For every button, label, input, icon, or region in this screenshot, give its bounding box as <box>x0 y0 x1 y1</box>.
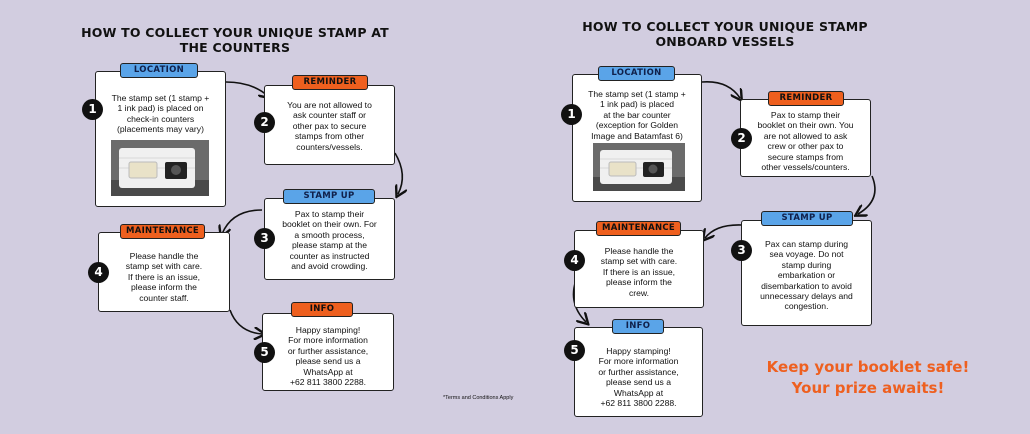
left-title-line-1: HOW TO COLLECT YOUR UNIQUE STAMP AT <box>81 25 389 40</box>
text-line: counter staff. <box>139 292 189 303</box>
left-step-1-tag: LOCATION <box>120 63 198 78</box>
arrow-left-1-2 <box>226 82 268 96</box>
left-step-2-tag: REMINDER <box>292 75 368 90</box>
arrow-left-4-5 <box>230 310 262 334</box>
right-step-4-number: 4 <box>564 250 585 271</box>
text-line: If there is an issue, <box>602 266 676 277</box>
text-line: WhatsApp at <box>303 366 353 377</box>
arrow-right-2-3 <box>858 176 875 214</box>
right-step-5-tag: INFO <box>612 319 664 334</box>
right-step-1-tag: LOCATION <box>598 66 675 81</box>
text-line: and avoid crowding. <box>291 261 368 272</box>
text-line: disembarkation to avoid <box>761 280 852 291</box>
left-step-4-card <box>98 232 230 312</box>
text-line: please inform the <box>131 282 197 293</box>
right-step-4-tag: MAINTENANCE <box>596 221 681 236</box>
left-step-3-tag: STAMP UP <box>283 189 375 204</box>
text-line: +62 811 3800 2288. <box>289 377 367 388</box>
text-line: stamp set with care. <box>125 261 203 272</box>
text-line: counters/vessels. <box>296 141 363 152</box>
right-step-2-number: 2 <box>731 128 752 149</box>
stamp-set-photo <box>593 143 685 191</box>
left-title-line-2: THE COUNTERS <box>179 40 291 55</box>
text-line: Image and Batamfast 6) <box>591 130 683 141</box>
left-step-5-tag: INFO <box>291 302 353 317</box>
left-step-5-number: 5 <box>254 342 275 363</box>
text-line: counter as instructed <box>289 250 370 261</box>
text-line: Pax to stamp their <box>770 110 841 120</box>
text-line: ask counter staff or <box>293 110 366 121</box>
right-step-3-card <box>741 220 872 326</box>
text-line: stamp set with care. <box>600 256 678 267</box>
text-line: stamps from other <box>294 131 365 142</box>
text-line: please send us a <box>295 356 361 367</box>
text-line: sea voyage. Do not <box>769 249 844 260</box>
text-line: The stamp set (1 stamp + <box>588 89 686 99</box>
text-line: a smooth process, <box>294 229 365 240</box>
right-step-2-tag: REMINDER <box>768 91 844 106</box>
text-line: Pax can stamp during <box>764 239 849 249</box>
text-line: WhatsApp at <box>613 387 664 398</box>
text-line: at the bar counter <box>603 109 671 120</box>
text-line: crew. <box>628 287 650 298</box>
text-line: booklet on their own. You <box>757 120 854 131</box>
right-step-4-card <box>574 230 704 308</box>
text-line: Happy stamping! <box>606 346 671 356</box>
right-title-line-1: HOW TO COLLECT YOUR UNIQUE STAMP <box>582 19 868 34</box>
terms-note: *Terms and Conditions Apply <box>443 395 514 401</box>
text-line: please stamp at the <box>291 240 367 251</box>
text-line: secure stamps from <box>767 151 844 162</box>
text-line: are not allowed to ask <box>763 130 848 141</box>
text-line: Happy stamping! <box>295 325 361 335</box>
right-step-2-card <box>740 99 871 177</box>
right-step-3-tag: STAMP UP <box>761 211 853 226</box>
text-line: (placements may vary) <box>117 124 204 135</box>
promo-line-2: Your prize awaits! <box>791 379 945 397</box>
text-line: +62 811 3800 2288. <box>600 398 677 409</box>
arrow-right-1-2 <box>702 82 740 98</box>
right-step-3-number: 3 <box>731 240 752 261</box>
text-line: If there is an issue, <box>127 271 201 282</box>
text-line: Please handle the <box>129 251 199 261</box>
right-step-5-card <box>574 327 703 417</box>
right-step-1-number: 1 <box>561 104 582 125</box>
left-step-3-card <box>264 198 395 280</box>
right-step-1-card <box>572 74 702 202</box>
text-line: or further assistance, <box>287 345 369 356</box>
text-line: 1 ink pad) is placed on <box>117 103 204 114</box>
text-line: Pax to stamp their <box>294 209 365 219</box>
right-title-line-2: ONBOARD VESSELS <box>655 34 795 49</box>
left-step-2-card <box>264 85 395 165</box>
arrow-right-3-4 <box>705 225 742 238</box>
text-line: stamp during <box>781 259 832 270</box>
left-step-4-tag: MAINTENANCE <box>120 224 205 239</box>
text-line: unnecessary delays and <box>760 291 853 302</box>
text-line: Please handle the <box>604 246 674 256</box>
left-step-1-card <box>95 71 226 207</box>
text-line: please send us a <box>606 377 671 388</box>
text-line: For more information <box>598 356 679 367</box>
text-line: 1 ink pad) is placed <box>599 99 675 110</box>
stamp-set-photo <box>111 140 209 196</box>
text-line: or further assistance, <box>598 366 679 377</box>
text-line: The stamp set (1 stamp + <box>111 93 210 103</box>
text-line: booklet on their own. For <box>282 219 377 230</box>
right-step-5-number: 5 <box>564 340 585 361</box>
left-step-4-number: 4 <box>88 262 109 283</box>
text-line: (exception for Golden <box>595 120 679 131</box>
left-step-1-number: 1 <box>82 99 103 120</box>
left-step-3-number: 3 <box>254 228 275 249</box>
text-line: For more information <box>288 335 368 346</box>
text-line: congestion. <box>784 301 829 312</box>
text-line: check-in counters <box>126 113 195 124</box>
text-line: You are not allowed to <box>287 100 372 110</box>
text-line: other vessels/counters. <box>761 162 850 173</box>
arrow-left-2-3 <box>395 153 402 194</box>
left-step-2-number: 2 <box>254 112 275 133</box>
text-line: embarkation or <box>777 270 836 281</box>
promo-message <box>758 357 978 399</box>
text-line: crew or other pax to <box>767 141 844 152</box>
promo-line-1: Keep your booklet safe! <box>766 358 970 376</box>
text-line: please inform the <box>606 277 672 288</box>
left-step-5-card <box>262 313 394 391</box>
text-line: other pax to secure <box>292 120 367 131</box>
